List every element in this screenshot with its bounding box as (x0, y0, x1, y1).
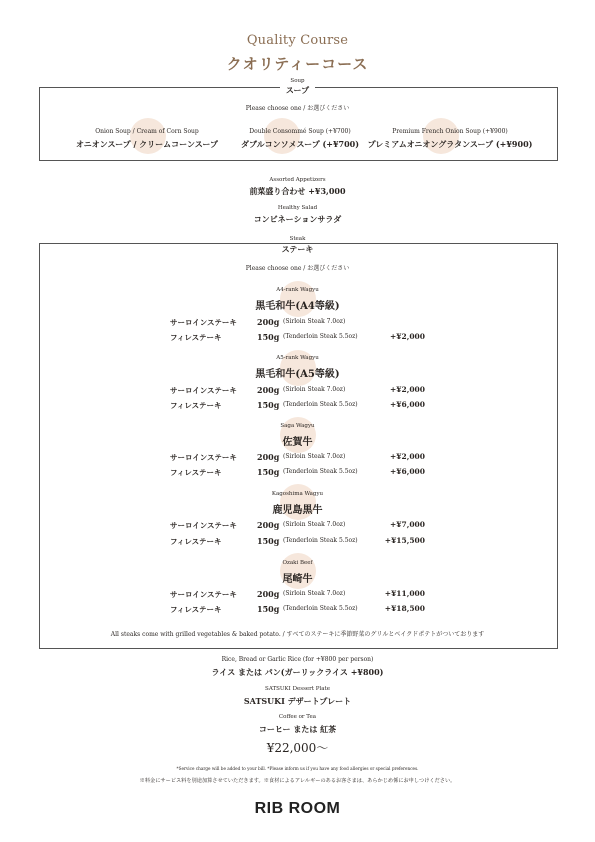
soup-label-ja: スープ (280, 85, 315, 95)
soup-choose: Please choose one / お選びください (245, 105, 350, 112)
steak-label-en: Steak (284, 236, 312, 242)
steak-row: サーロインステーキ 200g (Sirloin Steak 7.0oz) +¥11,000 (170, 589, 425, 599)
drink-ja: コーヒー または 紅茶 (258, 724, 337, 734)
dessert-ja: SATSUKI デザートプレート (243, 696, 352, 706)
footnote-ja: ※料金にサービス料を別途加算させていただきます。※食材によるアレルギーのあるお客さまは、あらかじめ係にお申しつけください。 (139, 778, 456, 784)
footnote-en: *Service charge will be added to your bill. *Please inform us if you have any food allergies or special preferences. (176, 766, 419, 771)
steak-row: サーロインステーキ 200g (Sirloin Steak 7.0oz) +¥2,000 (170, 452, 425, 462)
rice-en: Rice, Bread or Garlic Rice (for +¥800 per person) (221, 656, 374, 663)
course-price: ¥22,000〜 (266, 741, 329, 755)
steak-row: サーロインステーキ 200g (Sirloin Steak 7.0oz) (170, 317, 346, 327)
wagyu-group-2-ja: 黒毛和牛(A5等級) (255, 369, 340, 380)
wagyu-group-4-ja: 鹿児島黒牛 (272, 505, 323, 516)
steak-row: フィレステーキ 150g (Tenderloin Steak 5.5oz) +¥18,500 (170, 604, 425, 614)
steak-row: フィレステーキ 150g (Tenderloin Steak 5.5oz) +¥2,000 (170, 332, 425, 342)
wagyu-group-4-en: Kagoshima Wagyu (271, 491, 324, 497)
wagyu-group-3-ja: 佐賀牛 (282, 437, 313, 448)
steak-row: サーロインステーキ 200g (Sirloin Steak 7.0oz) +¥7,000 (170, 520, 425, 530)
wagyu-group-1-ja: 黒毛和牛(A4等級) (255, 301, 340, 312)
salad-ja: コンビネーションサラダ (253, 214, 342, 224)
steak-row: サーロインステーキ 200g (Sirloin Steak 7.0oz) +¥2,000 (170, 385, 425, 395)
appetizer-ja: 前菜盛り合わせ +¥3,000 (249, 186, 346, 196)
soup-option-3: Premium French Onion Soup (+¥900) プレミアムオニオングラタンスープ (+¥900) (367, 128, 533, 149)
soup-option-1: Onion Soup / Cream of Corn Soup オニオンスープ / クリームコーンスープ (76, 128, 218, 149)
page-title-ja: クオリティーコース (226, 55, 369, 73)
steak-choose: Please choose one / お選びください (245, 265, 350, 272)
wagyu-group-2-en: A5-rank Wagyu (276, 355, 319, 361)
steak-note: All steaks come with grilled vegetables & baked potato. / すべてのステーキに季節野菜のグリルとベイクドポテトがついております (110, 631, 485, 638)
steak-row: フィレステーキ 150g (Tenderloin Steak 5.5oz) +¥6,000 (170, 467, 425, 477)
salad-en: Healthy Salad (277, 205, 318, 211)
wagyu-group-5-en: Ozaki Beef (282, 560, 313, 566)
steak-label-ja: ステーキ (276, 244, 320, 254)
wagyu-group-1-en: A4-rank Wagyu (276, 287, 319, 293)
appetizer-en: Assorted Appetizers (269, 177, 326, 183)
wagyu-group-3-en: Saga Wagyu (280, 423, 315, 429)
wagyu-group-5-ja: 尾崎牛 (282, 574, 313, 585)
steak-row: フィレステーキ 150g (Tenderloin Steak 5.5oz) +¥6,000 (170, 400, 425, 410)
dessert-en: SATSUKI Dessert Plate (265, 686, 330, 692)
soup-option-2: Double Consommé Soup (+¥700) ダブルコンソメスープ (+¥700) (240, 128, 360, 149)
rice-ja: ライス または パン(ガーリックライス +¥800) (211, 667, 384, 677)
drink-en: Coffee or Tea (278, 714, 317, 720)
rib-room-logo: RIB ROOM (254, 800, 341, 817)
page-title-en: Quality Course (246, 33, 349, 48)
steak-row: フィレステーキ 150g (Tenderloin Steak 5.5oz) +¥15,500 (170, 536, 425, 546)
soup-label-en: Soup (284, 78, 310, 84)
